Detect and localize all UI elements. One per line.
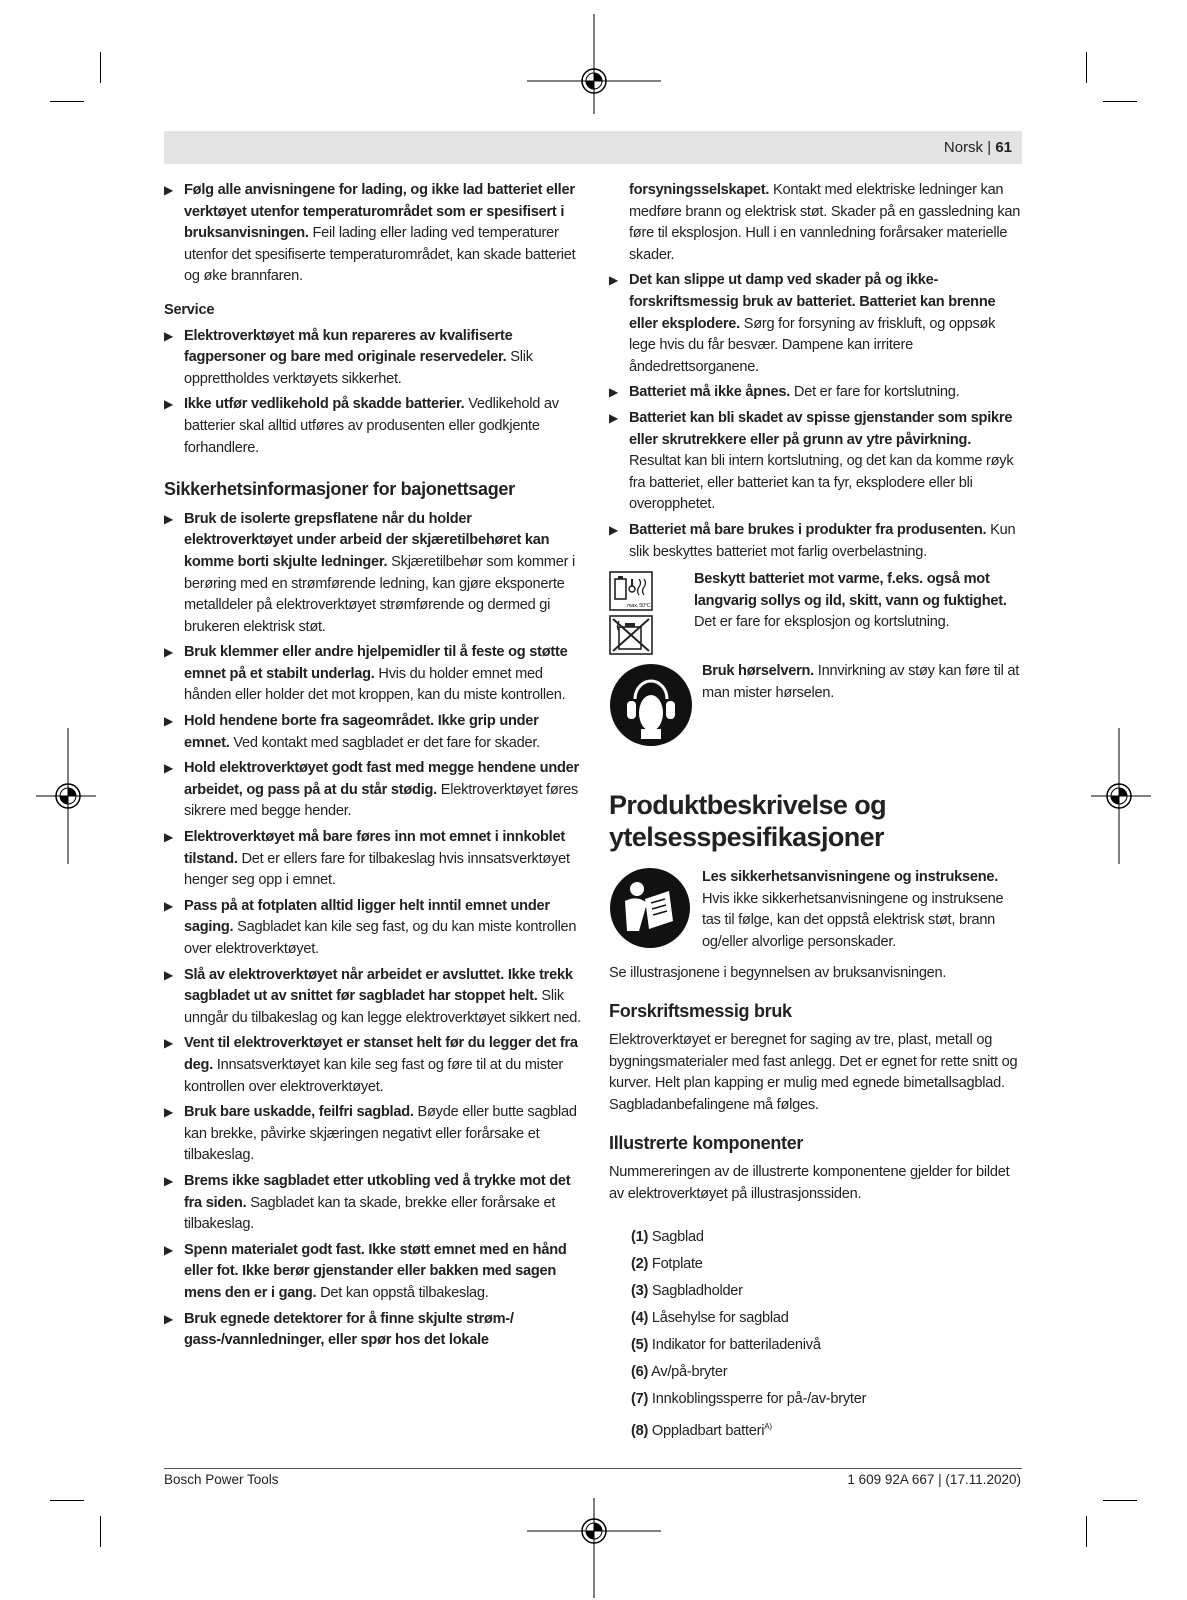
components-list [609, 1227, 1025, 1442]
bullet-arrow-icon: ▶ [164, 183, 173, 197]
bullet-text: Kun slik beskyttes batteriet mot farlig overbelastning. [629, 521, 1016, 560]
bullet-arrow-icon: ▶ [164, 714, 173, 729]
bullet-text: Det er ellers fare for tilbakeslag hvis innsatsverktøyet henger seg opp i emnet. [184, 850, 570, 889]
item-number: (7) [631, 1390, 649, 1407]
bullet-item [164, 509, 582, 639]
bullet-arrow-icon: ▶ [609, 385, 618, 400]
bullet-text: Sagbladet kan ta skade, brekke eller forårsake et tilbakeslag. [184, 1194, 556, 1233]
bullet-item [609, 382, 1025, 404]
bullet-arrow-icon: ▶ [164, 328, 173, 343]
bullet-arrow-icon: ▶ [164, 761, 173, 776]
bullet-item [609, 520, 1025, 563]
bullet-arrow-icon: ▶ [164, 1173, 173, 1188]
components-text: Nummereringen av de illustrerte komponentene gjelder for bildet av elektroverktøyet på illustrasjonssiden. [609, 1164, 1010, 1202]
bullet-bold: forsyningsselskapet. [629, 182, 770, 198]
footer-divider [164, 1468, 1022, 1469]
bullet-arrow-icon: ▶ [164, 830, 173, 845]
bullet-bold: Batteriet må ikke åpnes. [629, 384, 791, 401]
bullet-text: Slik opprettholdes verktøyets sikkerhet. [184, 349, 533, 387]
bullet-arrow-icon: ▶ [164, 397, 173, 412]
item-number: (1) [631, 1229, 649, 1246]
bullet-arrow-icon: ▶ [609, 410, 618, 425]
bullet-arrow-icon: ▶ [164, 645, 173, 660]
bullet-arrow-icon: ▶ [164, 1105, 173, 1120]
bullet-text: Vedlikehold av batterier skal alltid utføres av produsenten eller godkjente forhandlere. [184, 396, 559, 456]
item-label: Fotplate [651, 1256, 703, 1273]
crop-mark [50, 101, 84, 102]
bullet-item [164, 758, 582, 823]
bullet-bold: Pass på at fotplaten alltid ligger helt inntil emnet under saging. [184, 897, 550, 936]
bullet-text: Sørg for forsyning av friskluft, og oppsøk lege hvis du får besvær. Dampene kan irritere åndedrettsorganene. [629, 315, 996, 375]
bullet-arrow-icon: ▶ [609, 273, 618, 288]
bullet-item [164, 394, 582, 459]
components-heading: Illustrerte komponenter [609, 1132, 804, 1153]
heat-icon-label: max. 50°C [627, 603, 651, 610]
hearing-protection-block [609, 661, 1025, 745]
item-label: Indikator for batteriladenivå [651, 1337, 821, 1353]
bullet-arrow-icon: ▶ [164, 1311, 173, 1326]
bullet-text: Ved kontakt med sagbladet er det fare for skader. [229, 734, 540, 751]
item-number: (6) [631, 1363, 649, 1380]
see-illustrations-text: Se illustrasjonene i begynnelsen av bruksanvisningen. [609, 965, 947, 982]
bullet-text: Hvis du holder emnet med hånden eller holder det mot kroppen, kan du miste kontrollen. [184, 665, 566, 704]
item-label: Sagbladholder [651, 1283, 743, 1300]
bullet-text: Det kan oppstå tilbakeslag. [316, 1284, 489, 1301]
bullet-bold: Hold elektroverktøyet godt fast med megge hendene under arbeidet, og pass på at du står stødig. [184, 760, 579, 798]
item-label: Låsehylse for sagblad [651, 1310, 789, 1327]
bullet-item [164, 1171, 582, 1236]
footnote-marker: A) [764, 1421, 772, 1431]
read-manual-block [609, 867, 1025, 963]
bullet-bold: Slå av elektroverktøyet når arbeidet er avsluttet. Ikke trekk sagbladet ut av snittet før sagbladet har stoppet helt. [184, 966, 573, 1005]
registration-mark-icon [527, 14, 661, 114]
list-item [631, 1362, 1025, 1384]
bullet-bold: Vent til elektroverktøyet er stanset helt før du legger det fra deg. [184, 1035, 578, 1073]
list-item [631, 1335, 1025, 1357]
list-item [631, 1227, 1025, 1249]
heat-warning-block [609, 569, 1025, 657]
registration-mark-icon [1091, 728, 1151, 864]
bullet-item [164, 642, 582, 707]
water-warning-icon [609, 615, 653, 655]
page-number: 61 [995, 139, 1012, 156]
hearing-bold: Bruk hørselvern. [702, 663, 814, 680]
heat-warning-icon [609, 571, 653, 611]
intended-use-heading: Forskriftsmessig bruk [609, 1000, 792, 1021]
bullet-bold: Ikke utfør vedlikehold på skadde batterier. [184, 396, 465, 413]
bullet-bold: Elektroverktøyet må bare føres inn mot emnet i innkoblet tilstand. [184, 829, 565, 867]
bullet-item [164, 711, 582, 754]
bullet-text: Kontakt med elektriske ledninger kan medføre brann og elektrisk støt. Skader på en gassledning kan føre til eksplosjon. Hull i en vannledning forårsaker materielle skader. [629, 182, 1021, 263]
item-label: Oppladbart batteri [651, 1422, 765, 1439]
bullet-text: Innsatsverktøyet kan kile seg fast og føre til at du mister kontrollen over elektroverktøyet. [184, 1056, 563, 1095]
bullet-item [164, 896, 582, 961]
hearing-text: Innvirkning av støy kan føre til at man mister hørselen. [702, 663, 1020, 701]
registration-mark-icon [527, 1498, 661, 1598]
list-item [631, 1308, 1025, 1330]
bullet-continuation [609, 180, 1025, 266]
bullet-bold: Batteriet må bare brukes i produkter fra produsenten. [629, 521, 987, 538]
bullet-bold: Bruk klemmer eller andre hjelpemidler til å feste og støtte emnet på et stabilt underlag. [184, 644, 568, 682]
item-label: Sagblad [651, 1229, 704, 1246]
list-item [631, 1389, 1025, 1411]
product-heading: Produktbeskrivelse og ytelsesspesifikasjoner [609, 790, 887, 853]
read-manual-icon [609, 867, 691, 949]
bullet-item [609, 408, 1025, 516]
crop-mark [1086, 52, 1087, 83]
item-number: (3) [631, 1283, 649, 1300]
bullet-arrow-icon: ▶ [164, 898, 173, 913]
bullet-bold: Elektroverktøyet må kun repareres av kvalifiserte fagpersoner og bare med originale reservedeler. [184, 327, 513, 366]
service-heading: Service [164, 301, 215, 318]
item-label: Innkoblingssperre for på-/av-bryter [651, 1390, 867, 1407]
crop-mark [1103, 101, 1137, 102]
footer-doc-id: 1 609 92A 667 | (17.11.2020) [847, 1472, 1021, 1487]
bullet-arrow-icon: ▶ [164, 511, 173, 526]
list-item [631, 1254, 1025, 1276]
crop-mark [1103, 1500, 1137, 1501]
bullet-text: Resultat kan bli intern kortslutning, og det kan da komme røyk fra batteriet, eller batteriet kan ta fyr, eksplodere eller bli overopphetet. [629, 453, 1014, 513]
bullet-arrow-icon: ▶ [164, 1242, 173, 1257]
item-number: (2) [631, 1256, 649, 1273]
bullet-bold: Hold hendene borte fra sageområdet. Ikke grip under emnet. [184, 713, 539, 751]
footer-brand: Bosch Power Tools [164, 1472, 279, 1487]
bullet-arrow-icon: ▶ [609, 522, 618, 537]
hearing-protection-icon [609, 663, 693, 747]
bullet-bold: Batteriet kan bli skadet av spisse gjenstander som spikre eller skrutrekkere eller på grunn av ytre påvirkning. [629, 409, 1013, 448]
right-column [609, 180, 1025, 1447]
bullet-item [164, 1102, 582, 1167]
item-number: (5) [631, 1337, 649, 1353]
item-number: (8) [631, 1422, 649, 1439]
header-language: Norsk [943, 139, 984, 156]
bullet-text: Feil lading eller lading ved temperaturer utenfor det spesifiserte temperaturområdet, kan skade batteriet og øke brannfaren. [184, 225, 576, 285]
bullet-text: Det er fare for kortslutning. [790, 384, 960, 401]
list-item [631, 1416, 1025, 1442]
item-label: Av/på-bryter [651, 1363, 728, 1380]
bullet-text: Sagbladet kan kile seg fast, og du kan miste kontrollen over elektroverktøyet. [184, 919, 577, 957]
bullet-text: Slik unngår du tilbakeslag og kan legge elektroverktøyet sikkert ned. [184, 988, 581, 1026]
bullet-bold: Det kan slippe ut damp ved skader på og ikke-forskriftsmessig bruk av batteriet. Batteriet kan brenne eller eksplodere. [629, 272, 996, 332]
list-item [631, 1281, 1025, 1303]
header-separator: | [987, 139, 992, 156]
bullet-text: Bøyde eller butte sagblad kan brekke, påvirke skjæringen negativt eller forårsake et tilbakeslag. [184, 1104, 577, 1164]
read-text: Hvis ikke sikkerhetsanvisningene og instruksene tas til følge, kan det oppstå elektrisk støt, brann og/eller alvorlige personskader. [702, 890, 1004, 950]
bullet-arrow-icon: ▶ [164, 967, 173, 982]
read-bold: Les sikkerhetsanvisningene og instruksene. [702, 869, 999, 886]
section-heading: Sikkerhetsinformasjoner for bajonettsager [164, 479, 515, 500]
page-header [164, 131, 1022, 164]
bullet-bold: Følg alle anvisningene for lading, og ikke lad batteriet eller verktøyet utenfor temperaturområdet som er spesifisert i bruksanvisningen. [184, 182, 575, 242]
heat-text: Det er fare for eksplosjon og kortslutning. [694, 614, 950, 631]
intended-use-text: Elektroverktøyet er beregnet for saging av tre, plast, metall og bygningsmaterialer med fast anlegg. Det er egnet for rette snitt og kurver. Helt plan kapping er mulig med egnede bimetallsagblad. Sagbladanbefalingene må følges. [609, 1032, 1018, 1114]
bullet-bold: Bruk bare uskadde, feilfri sagblad. [184, 1104, 414, 1121]
crop-mark [100, 1516, 101, 1547]
bullet-bold: Brems ikke sagbladet etter utkobling ved å trykke mot det fra siden. [184, 1172, 571, 1211]
header-text [944, 139, 1012, 156]
bullet-bold: Bruk egnede detektorer for å finne skjulte strøm-/ gass-/vannledninger, eller spør hos det lokale [184, 1310, 514, 1349]
crop-mark [1086, 1516, 1087, 1547]
bullet-item [164, 965, 582, 1030]
bullet-item [164, 180, 582, 288]
bullet-bold: Bruk de isolerte grepsflatene når du holder elektroverktøyet under arbeid der skjæretilbehøret kan komme borti skjulte ledninger. [184, 510, 550, 570]
crop-mark [50, 1500, 84, 1501]
left-column [164, 180, 582, 1356]
crop-mark [100, 52, 101, 83]
bullet-text: Elektroverktøyet føres sikrere med begge hender. [184, 781, 579, 820]
bullet-item [164, 1033, 582, 1098]
bullet-bold: Spenn materialet godt fast. Ikke støtt emnet med en hånd eller fot. Ikke berør gjenstander eller bakken med sagen mens den er i gang. [184, 1241, 567, 1301]
bullet-arrow-icon: ▶ [164, 1036, 173, 1051]
bullet-item [164, 1240, 582, 1305]
bullet-item [164, 1309, 582, 1352]
bullet-item [164, 827, 582, 892]
bullet-text: Skjæretilbehør som kommer i berøring med en strømførende ledning, kan gjøre eksponerte metalldeler på elektroverktøyet strømførende og dermed gi brukeren elektrisk støt. [184, 553, 575, 635]
bullet-item [609, 270, 1025, 378]
registration-mark-icon [36, 728, 96, 864]
heat-bold: Beskytt batteriet mot varme, f.eks. også mot langvarig sollys og ild, skitt, vann og fuktighet. [694, 571, 1007, 609]
item-number: (4) [631, 1310, 649, 1327]
bullet-item [164, 326, 582, 391]
